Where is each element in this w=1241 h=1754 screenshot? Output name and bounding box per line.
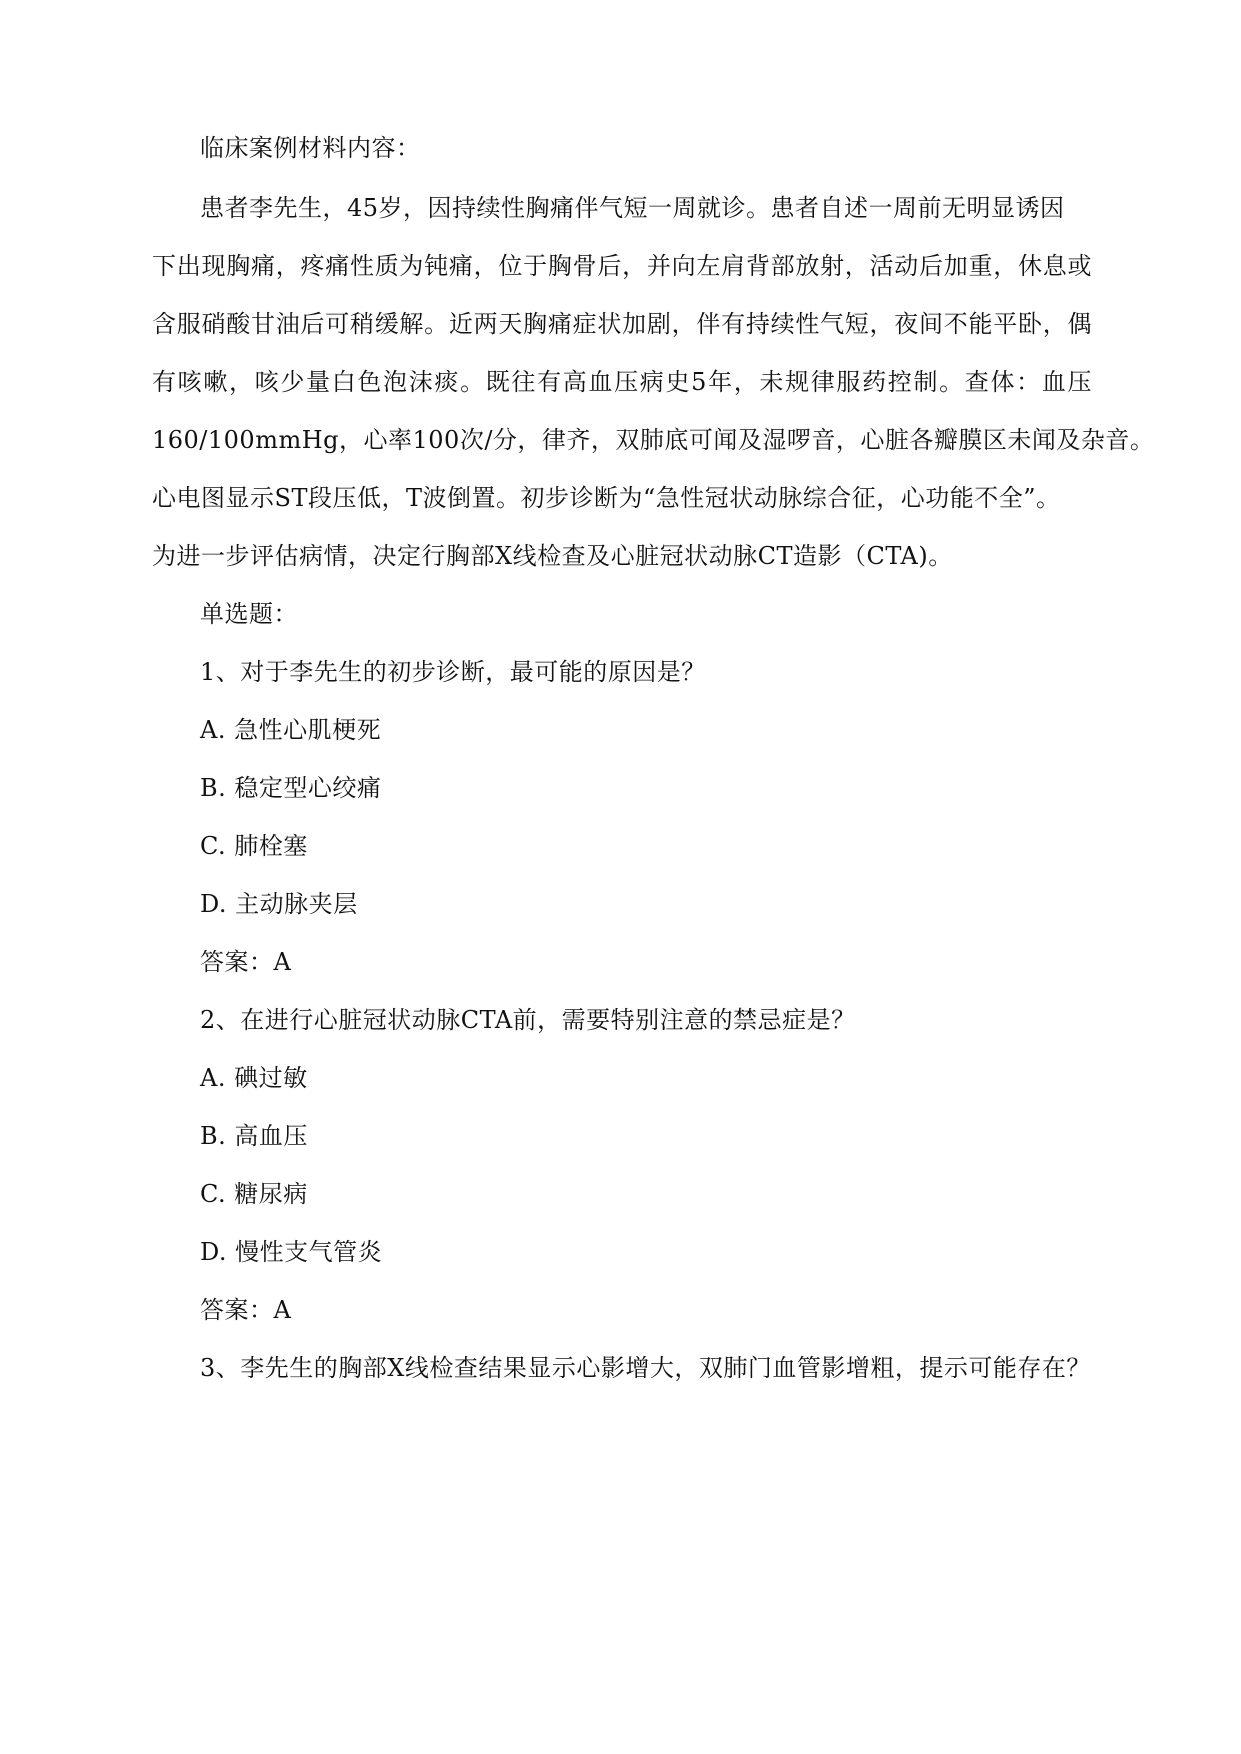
question-option: D. 慢性支气管炎 [200, 1238, 383, 1266]
question-answer: 答案：A [200, 948, 292, 976]
question-stem: 1、对于李先生的初步诊断，最可能的原因是？ [200, 658, 706, 686]
case-paragraph-line: 含服硝酸甘油后可稍缓解。近两天胸痛症状加剧，伴有持续性气短，夜间不能平卧，偶 [152, 310, 1092, 338]
question-answer: 答案：A [200, 1296, 292, 1324]
material-heading: 临床案例材料内容： [200, 134, 421, 162]
question-option: B. 稳定型心绞痛 [200, 774, 382, 802]
case-paragraph-line: 患者李先生，45岁，因持续性胸痛伴气短一周就诊。患者自述一周前无明显诱因 [200, 194, 1065, 222]
section-heading: 单选题： [200, 600, 298, 628]
case-paragraph-line: 有咳嗽，咳少量白色泡沫痰。既往有高血压病史5年，未规律服药控制。查体：血压 [152, 368, 1092, 396]
case-paragraph-line: 心电图显示ST段压低，T波倒置。初步诊断为“急性冠状动脉综合征，心功能不全”。 [152, 484, 1061, 512]
question-option: A. 急性心肌梗死 [200, 716, 382, 744]
question-option: A. 碘过敏 [200, 1064, 308, 1092]
question-stem: 2、在进行心脏冠状动脉CTA前，需要特别注意的禁忌症是？ [200, 1006, 856, 1034]
question-option: C. 肺栓塞 [200, 832, 308, 860]
question-option: D. 主动脉夹层 [200, 890, 358, 918]
question-option: B. 高血压 [200, 1122, 308, 1150]
question-stem: 3、李先生的胸部X线检查结果显示心影增大，双肺门血管影增粗，提示可能存在？ [200, 1354, 1091, 1382]
question-option: C. 糖尿病 [200, 1180, 308, 1208]
case-paragraph-line: 下出现胸痛，疼痛性质为钝痛，位于胸骨后，并向左肩背部放射，活动后加重，休息或 [152, 252, 1092, 280]
case-paragraph-line: 为进一步评估病情，决定行胸部X线检查及心脏冠状动脉CT造影（CTA)。 [152, 542, 953, 570]
case-paragraph-line: 160/100mmHg，心率100次/分，律齐，双肺底可闻及湿啰音，心脏各瓣膜区未闻及杂音。 [152, 426, 1155, 454]
